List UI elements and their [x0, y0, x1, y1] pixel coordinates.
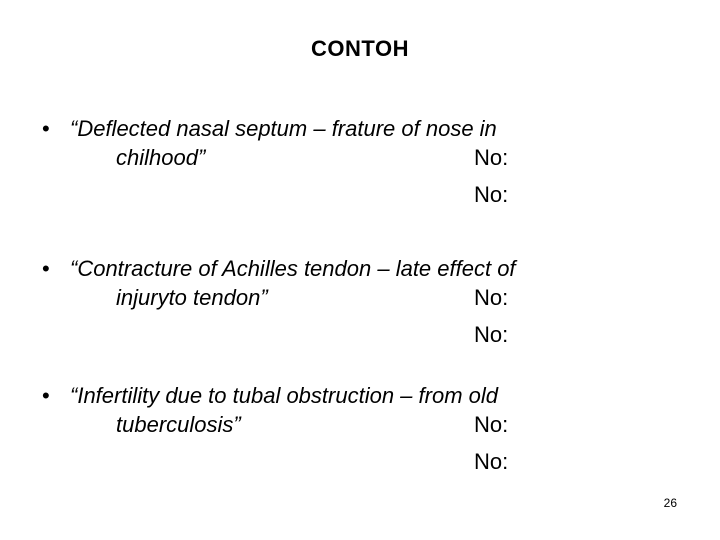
code-label-2: No:: [474, 182, 509, 207]
bullet-text-line2: tuberculosis”: [116, 412, 241, 437]
bullet-text-line2: chilhood”: [116, 145, 206, 170]
code-label-2: No:: [474, 322, 509, 347]
page-number: 26: [663, 496, 677, 510]
bullet-text-line1: “Infertility due to tubal obstruction – from old: [70, 383, 498, 408]
code-label-1: No:: [474, 412, 509, 437]
bullet-text-line1: “Deflected nasal septum – frature of nose in: [70, 116, 497, 141]
bullet-dot: •: [42, 116, 50, 141]
code-label-2: No:: [474, 449, 509, 474]
slide-title: CONTOH: [311, 36, 409, 61]
code-label-1: No:: [474, 145, 509, 170]
bullet-dot: •: [42, 256, 50, 281]
bullet-text-line2: injuryto tendon”: [116, 285, 268, 310]
bullet-text-line1: “Contracture of Achilles tendon – late effect of: [70, 256, 516, 281]
bullet-dot: •: [42, 383, 50, 408]
code-label-1: No:: [474, 285, 509, 310]
